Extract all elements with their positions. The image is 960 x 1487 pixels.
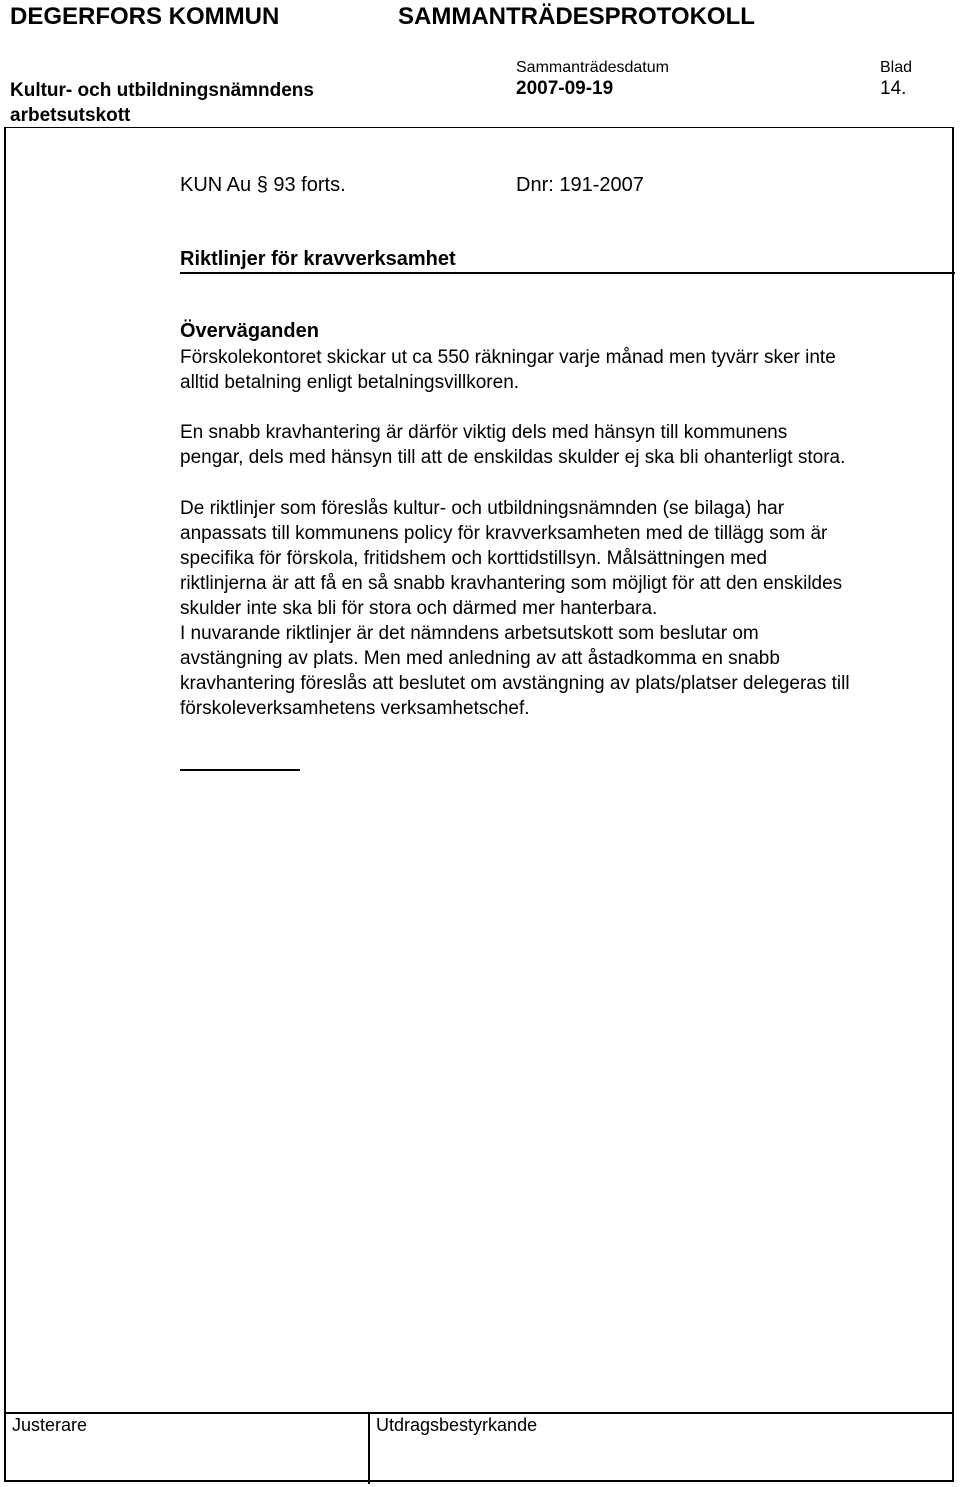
footer-divider [368, 1414, 370, 1484]
meeting-date-label: Sammanträdesdatum [516, 59, 669, 76]
committee-name: Kultur- och utbildningsnämndens arbetsutskott [10, 80, 314, 126]
content-frame [4, 127, 954, 1482]
certification-label: Utdragsbestyrkande [376, 1415, 538, 1435]
page-label: Blad [880, 59, 913, 76]
section-heading: Överväganden [180, 320, 319, 342]
paragraph: Förskolekontoret skickar ut ca 550 räkningar varje månad men tyvärr sker inte alltid betalning enligt betalningsvillkoren. [180, 347, 836, 393]
paragraph: I nuvarande riktlinjer är det nämndens arbetsutskott som beslutar om avstängning av plats. Men med anledning av att åstadkomma en snabb kravhantering föreslås att beslutet om avstängning av plats/platser delegeras till förskoleverksamhetens verksamhetschef. [180, 623, 850, 719]
document-type: SAMMANTRÄDESPROTOKOLL [398, 3, 755, 30]
end-separator-line [180, 769, 300, 771]
item-reference: KUN Au § 93 forts. [180, 174, 346, 196]
case-number: Dnr: 191-2007 [516, 174, 644, 196]
paragraph: En snabb kravhantering är därför viktig dels med hänsyn till kommunens pengar, dels med hänsyn till att de enskildas skulder ej ska bli ohanterligt stora. [180, 422, 846, 468]
page-number: 14. [880, 78, 907, 99]
organization-name: DEGERFORS KOMMUN [10, 3, 280, 30]
meeting-date: 2007-09-19 [516, 78, 614, 99]
paragraph: De riktlinjer som föreslås kultur- och utbildningsnämnden (se bilaga) har anpassats till kommunens policy för kravverksamheten med de tillägg som är specifika för förskola, fritidshem och korttidstillsyn. Målsättningen med riktlinjerna är att få en så snabb kravhantering som möjligt för att den enskildes skulder inte ska bli för stora och därmed mer hanterbara. [180, 498, 843, 619]
item-title: Riktlinjer för kravverksamhet [180, 248, 955, 274]
adjusters-label: Justerare [12, 1415, 88, 1435]
